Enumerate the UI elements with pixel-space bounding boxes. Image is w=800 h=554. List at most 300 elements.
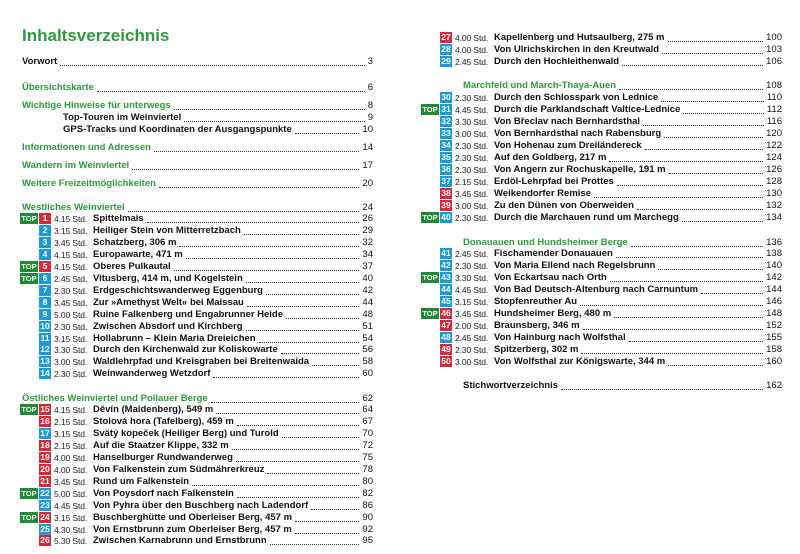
tour-title: Buschberghütte und Oberleiser Berg, 457 m [93,511,293,523]
tour-number-badge: 29 [441,55,451,66]
dotted-leader [192,485,359,486]
tour-row-35[interactable] [400,152,800,164]
dotted-leader [295,533,360,534]
dotted-leader [616,257,763,258]
toc-entry-2[interactable] [0,100,400,112]
tour-title: Durch den Hochleithenwald [494,55,620,67]
tour-row-49[interactable] [400,344,800,356]
page-number: 146 [766,295,782,307]
dotted-leader [246,330,360,331]
page-number: 6 [367,82,373,93]
tour-duration: 3.30 Std. [54,345,88,356]
dotted-leader [244,234,360,235]
tour-number-badge: 38 [441,187,451,198]
dotted-leader [311,509,359,510]
page-number: 140 [766,259,782,271]
page-number: 110 [766,92,782,103]
tour-title: Durch die Marchauen rund um Marchegg [494,211,679,223]
top-badge: TOP [21,214,37,223]
tour-row-30[interactable] [400,92,800,104]
tour-number-badge: 41 [441,248,451,258]
page-number: 136 [766,237,782,248]
page-number: 132 [766,199,782,211]
tour-number-badge: 39 [441,199,451,210]
top-badge: TOP [21,405,37,414]
tour-title: Durch den Schlosspark von Lednice [494,92,659,103]
dotted-leader [179,246,359,247]
page-number: 37 [362,260,373,272]
index-entry[interactable] [400,380,800,392]
tour-duration: 5.00 Std. [54,309,88,320]
tour-duration: 3.45 Std. [54,237,88,248]
tour-row-32[interactable] [400,116,800,128]
tour-duration: 2.15 Std. [455,176,489,187]
toc-entry-3[interactable] [0,112,400,124]
tour-number-badge: 28 [441,43,451,54]
dotted-leader [213,377,359,378]
toc-entry-5[interactable] [0,142,400,154]
tour-number-badge: 31 [441,103,451,114]
page-number: 126 [766,163,782,175]
tour-number-badge: 42 [441,259,451,270]
page-number: 90 [362,511,373,523]
tour-title: Zur »Amethyst Welt« bei Maissau [93,296,244,308]
tour-row-5[interactable] [0,261,400,273]
tour-row-50[interactable] [400,356,800,368]
tour-duration: 4.30 Std. [54,524,88,535]
dotted-leader [246,282,360,283]
dotted-leader [281,353,360,354]
tour-duration: 4.00 Std. [455,44,489,55]
tour-duration: 4.45 Std. [455,104,489,115]
dotted-leader [97,91,365,92]
tour-number-badge: 23 [40,499,50,510]
tour-title: Von Hohenau zum Dreiländereck [494,139,642,151]
page-number: 32 [362,236,373,248]
tour-title: Hanselburger Rundwanderweg [93,451,233,463]
tour-duration: 4.00 Std. [455,33,489,43]
tour-title: Oberes Pulkautal [93,260,171,272]
tour-row-16[interactable] [0,416,400,428]
page-number: 67 [362,415,373,427]
page-number: 82 [362,487,373,499]
dotted-leader [662,53,763,54]
page-number: 108 [766,80,782,91]
tour-row-3[interactable] [0,237,400,249]
tour-row-4[interactable] [0,249,400,261]
tour-row-38[interactable] [400,188,800,200]
tour-number-badge: 45 [441,295,451,306]
tour-row-33[interactable] [400,128,800,140]
page-number: 158 [766,343,782,355]
tour-duration: 2.45 Std. [54,273,88,284]
tour-row-10[interactable] [0,321,400,333]
dotted-leader [186,258,360,259]
dotted-leader [580,305,763,306]
tour-row-15[interactable] [0,404,400,416]
tour-title: Zu den Dünen von Oberweiden [494,199,634,211]
tour-duration: 2.15 Std. [54,416,88,427]
tour-duration: 3.30 Std. [455,272,489,283]
page-number: 160 [766,355,782,367]
tour-number-badge: 6 [39,273,51,284]
top-badge: TOP [422,272,438,282]
top-badge: TOP [422,104,438,114]
tour-title: Von Poysdorf nach Falkenstein [93,487,234,499]
tour-row-8[interactable] [0,297,400,309]
dotted-leader [295,521,359,522]
tour-number-badge: 33 [441,127,451,138]
page-number: 17 [362,160,373,171]
page-number: 155 [766,331,782,343]
tour-title: Fischamender Donauauen [494,248,613,259]
tour-title: Von Bad Deutsch-Altenburg nach Carnuntum [494,283,699,295]
tour-title: Spitzerberg, 302 m [494,343,579,355]
dotted-leader [614,317,763,318]
dotted-leader [295,133,360,134]
page-number: 8 [367,100,373,111]
dotted-leader [631,246,763,247]
dotted-leader [247,306,360,307]
tour-title: Stolová hora (Tafelberg), 459 m [93,415,234,427]
tour-row-13[interactable] [0,356,400,368]
tour-row-42[interactable] [400,260,800,272]
page-number: 100 [766,32,782,43]
tour-duration: 2.45 Std. [455,249,489,259]
dotted-leader [128,211,360,212]
tour-title: Auf die Staatzer Klippe, 332 m [93,439,229,451]
tour-duration: 3.00 Std. [455,200,489,211]
tour-title: Zwischen Absdorf und Kirchberg [93,320,243,332]
tour-row-23[interactable] [0,500,400,512]
tour-row-26[interactable] [0,535,400,547]
tour-row-47[interactable] [400,320,800,332]
tour-title: Spittelmais [93,213,144,224]
tour-row-7[interactable] [0,285,400,297]
page-number: 72 [362,439,373,451]
dotted-leader [669,173,764,174]
tour-duration: 2.30 Std. [54,369,88,380]
tour-row-43[interactable] [400,272,800,284]
dotted-leader [147,222,360,223]
tour-duration: 5.30 Std. [54,536,88,547]
dotted-leader [668,41,764,42]
toc-entry-0[interactable] [0,56,400,68]
tour-number-badge: 35 [441,151,451,162]
tour-duration: 3.15 Std. [54,428,88,439]
page-number: 56 [362,344,373,356]
entry-label: Weitere Freizeitmöglichkeiten [22,178,156,189]
tour-row-39[interactable] [400,200,800,212]
tour-row-29[interactable] [400,56,800,68]
tour-title: Hundsheimer Berg, 480 m [494,307,612,319]
tour-title: Von Eckartsau nach Orth [494,271,607,283]
tour-duration: 4.45 Std. [54,500,88,511]
dotted-leader [682,221,763,222]
entry-label: Wichtige Hinweise für unterwegs [22,100,171,111]
tour-title: Hollabrunn – Klein Maria Dreieichen [93,332,256,344]
tour-number-badge: 7 [39,285,51,296]
tour-row-37[interactable] [400,176,800,188]
tour-number-badge: 20 [40,463,50,474]
tour-row-45[interactable] [400,296,800,308]
dotted-leader [132,169,359,170]
tour-number-badge: 34 [441,139,451,150]
page-number: 103 [766,43,782,55]
page-number: 92 [362,523,373,535]
dotted-leader [154,151,359,152]
top-badge: TOP [422,308,438,318]
page-number: 62 [362,393,373,404]
page-number: 78 [362,463,373,475]
tour-row-20[interactable] [0,464,400,476]
dotted-leader [259,342,360,343]
tour-row-18[interactable] [0,440,400,452]
tour-row-36[interactable] [400,164,800,176]
page-number: 20 [362,178,373,189]
entry-label: Marchfeld und March-Thaya-Auen [463,80,617,91]
page-number: 148 [766,307,782,319]
tour-title: Schatzberg, 306 m [93,236,177,248]
page-number: 64 [362,404,373,415]
tour-duration: 3.45 Std. [54,297,88,308]
toc-entry-7[interactable] [0,178,400,190]
dotted-leader [270,544,360,545]
tour-duration: 4.15 Std. [54,249,88,260]
tour-row-2[interactable] [0,225,400,237]
dotted-leader [216,413,359,414]
tour-row-25[interactable] [0,524,400,536]
page-number: 34 [362,248,373,260]
toc-entry-4[interactable] [0,124,400,136]
tour-number-badge: 43 [441,271,451,282]
tour-number-badge: 4 [39,249,51,260]
dotted-leader [622,65,763,66]
dotted-leader [610,281,763,282]
page-number: 24 [362,202,373,213]
tour-title: Von Pyhra über den Buschberg nach Ladendorf [93,499,309,511]
page-number: 70 [362,427,373,439]
page-number: 144 [766,283,782,295]
tour-title: Von Falkenstein zum Südmährerkreuz [93,463,265,475]
top-badge: TOP [21,261,37,271]
tour-duration: 3.45 Std. [455,188,489,199]
tour-row-1[interactable] [0,213,400,225]
entry-label: Top-Touren im Weinviertel [63,112,182,123]
tour-title: Zwischen Karnabrunn und Ernstbrunn [93,535,267,547]
dotted-leader [609,161,763,162]
tour-row-17[interactable] [0,428,400,440]
tour-number-badge: 22 [40,487,50,498]
tour-title: Heiliger Stein von Mitterretzbach [93,224,241,236]
page-number: 138 [766,248,782,259]
page-number: 26 [362,213,373,224]
tour-number-badge: 1 [39,213,51,224]
dotted-leader [237,425,360,426]
dotted-leader [643,125,764,126]
tour-row-34[interactable] [400,140,800,152]
page-number: 42 [362,284,373,296]
tour-number-badge: 25 [40,523,50,534]
tour-number-badge: 50 [441,355,451,366]
tour-duration: 3.30 Std. [455,116,489,127]
tour-duration: 3.00 Std. [455,356,489,367]
dotted-leader [159,187,360,188]
tour-number-badge: 12 [40,344,50,355]
tour-duration: 2.30 Std. [455,344,489,355]
tour-row-11[interactable] [0,333,400,345]
dotted-leader [312,365,359,366]
tour-row-6[interactable] [0,273,400,285]
page-number: 162 [766,380,782,391]
tour-title: Von Maria Ellend nach Regelsbrunn [494,259,656,271]
tour-duration: 4.00 Std. [54,464,88,475]
tour-number-badge: 5 [39,261,51,272]
tour-number-badge: 36 [441,163,451,174]
tour-duration: 3.15 Std. [54,333,88,344]
page-number: 40 [362,272,373,284]
tour-title: Von Angern zur Rochuskapelle, 191 m [494,163,666,175]
entry-label: Stichwortverzeichnis [463,380,559,391]
top-badge: TOP [422,212,438,222]
tour-duration: 3.15 Std. [54,512,88,523]
page-number: 3 [367,56,373,67]
tour-title: Europawarte, 471 m [93,248,183,260]
tour-title: Kapellenberg und Hutsaulberg, 275 m [494,32,665,43]
dotted-leader [683,113,763,114]
tour-row-12[interactable] [0,344,400,356]
tour-title: Rund um Falkenstein [93,475,190,487]
page-number: 86 [362,499,373,511]
tour-row-44[interactable] [400,284,800,296]
dotted-leader [617,185,763,186]
page-number: 44 [362,296,373,308]
tour-row-9[interactable] [0,309,400,321]
tour-row-46[interactable] [400,308,800,320]
entry-label: Vorwort [22,56,58,67]
tour-title: Durch die Parklandschaft Valtice-Lednice [494,103,681,115]
page-number: 10 [362,124,373,135]
dotted-leader [561,389,763,390]
page-number: 152 [766,319,782,331]
tour-title: Braunsberg, 346 m [494,319,580,331]
toc-entry-6[interactable] [0,160,400,172]
tour-title: Von Břeclav nach Bernhardsthal [494,115,641,127]
dotted-leader [583,329,764,330]
tour-number-badge: 46 [441,307,451,318]
tour-row-48[interactable] [400,332,800,344]
tour-row-28[interactable] [400,44,800,56]
entry-label: Westliches Weinviertel [22,202,125,213]
tour-number-badge: 18 [40,439,50,450]
tour-duration: 3.45 Std. [54,476,88,487]
tour-title: Děvín (Maidenberg), 549 m [93,404,214,415]
tour-duration: 2.30 Std. [455,260,489,271]
tour-number-badge: 8 [39,297,51,308]
section-marchfeld[interactable] [400,80,800,92]
tour-duration: 2.30 Std. [455,164,489,175]
tour-duration: 2.30 Std. [54,285,88,296]
tour-title: Weikendorfer Remise [494,187,591,199]
tour-title: Vitusberg, 414 m, und Kogelstein [93,272,243,284]
tour-number-badge: 27 [441,32,451,42]
page-number: 9 [367,112,373,123]
tour-title: Erdöl-Lehrpfad bei Prottes [494,175,614,187]
toc-entry-1[interactable] [0,82,400,94]
tour-number-badge: 26 [40,535,50,546]
page-number: 130 [766,187,782,199]
dotted-leader [701,293,763,294]
tour-number-badge: 16 [40,415,50,426]
tour-number-badge: 9 [39,309,51,320]
tour-row-22[interactable] [0,488,400,500]
tour-title: Stopfenreuther Au [494,295,578,307]
page-number: 29 [362,224,373,236]
dotted-leader [174,270,360,271]
page-number: 48 [362,308,373,320]
dotted-leader [629,341,764,342]
tour-row-40[interactable] [400,212,800,224]
tour-duration: 4.00 Std. [54,452,88,463]
tour-row-21[interactable] [0,476,400,488]
tour-duration: 4.15 Std. [54,405,88,415]
page-number: 14 [362,142,373,153]
tour-title: Durch den Kirchenwald zur Koliskowarte [93,344,278,356]
tour-row-14[interactable] [0,368,400,380]
dotted-leader [594,197,763,198]
tour-number-badge: 44 [441,283,451,294]
tour-number-badge: 3 [39,237,51,248]
tour-number-badge: 30 [441,92,451,102]
tour-number-badge: 19 [40,451,50,462]
page-number: 58 [362,356,373,368]
tour-title: Auf den Goldberg, 217 m [494,151,607,163]
tour-row-19[interactable] [0,452,400,464]
entry-label: Informationen und Adressen [22,142,151,153]
tour-duration: 2.00 Std. [455,320,489,331]
tour-number-badge: 17 [40,427,50,438]
tour-duration: 3.15 Std. [455,296,489,307]
tour-title: Von Bernhardsthal nach Rabensburg [494,127,662,139]
tour-number-badge: 10 [40,320,50,331]
tour-number-badge: 13 [40,356,50,367]
tour-duration: 3.00 Std. [54,357,88,368]
dotted-leader [668,365,763,366]
tour-row-24[interactable] [0,512,400,524]
tour-duration: 4.15 Std. [54,261,88,272]
tour-title: Svätý kopeček (Heiliger Berg) und Turold [93,427,279,439]
dotted-leader [286,318,359,319]
tour-row-41[interactable] [400,248,800,260]
page-number: 142 [766,271,782,283]
page-number: 95 [362,535,373,547]
dotted-leader [267,473,359,474]
tour-duration: 4.45 Std. [455,284,489,295]
page-number: 116 [766,115,782,127]
dotted-leader [664,137,763,138]
page-number: 122 [766,139,782,151]
page-title: Inhaltsverzeichnis [22,26,170,45]
tour-duration: 5.00 Std. [54,488,88,499]
entry-label: GPS-Tracks und Koordinaten der Ausgangspunkte [63,124,292,135]
tour-row-31[interactable] [400,104,800,116]
tour-number-badge: 2 [39,225,51,236]
tour-duration: 3.15 Std. [54,225,88,236]
tour-row-27[interactable] [400,32,800,44]
tour-number-badge: 40 [441,211,451,222]
page-number: 120 [766,127,782,139]
entry-label: Östliches Weinviertel und Pollauer Berge [22,393,208,404]
